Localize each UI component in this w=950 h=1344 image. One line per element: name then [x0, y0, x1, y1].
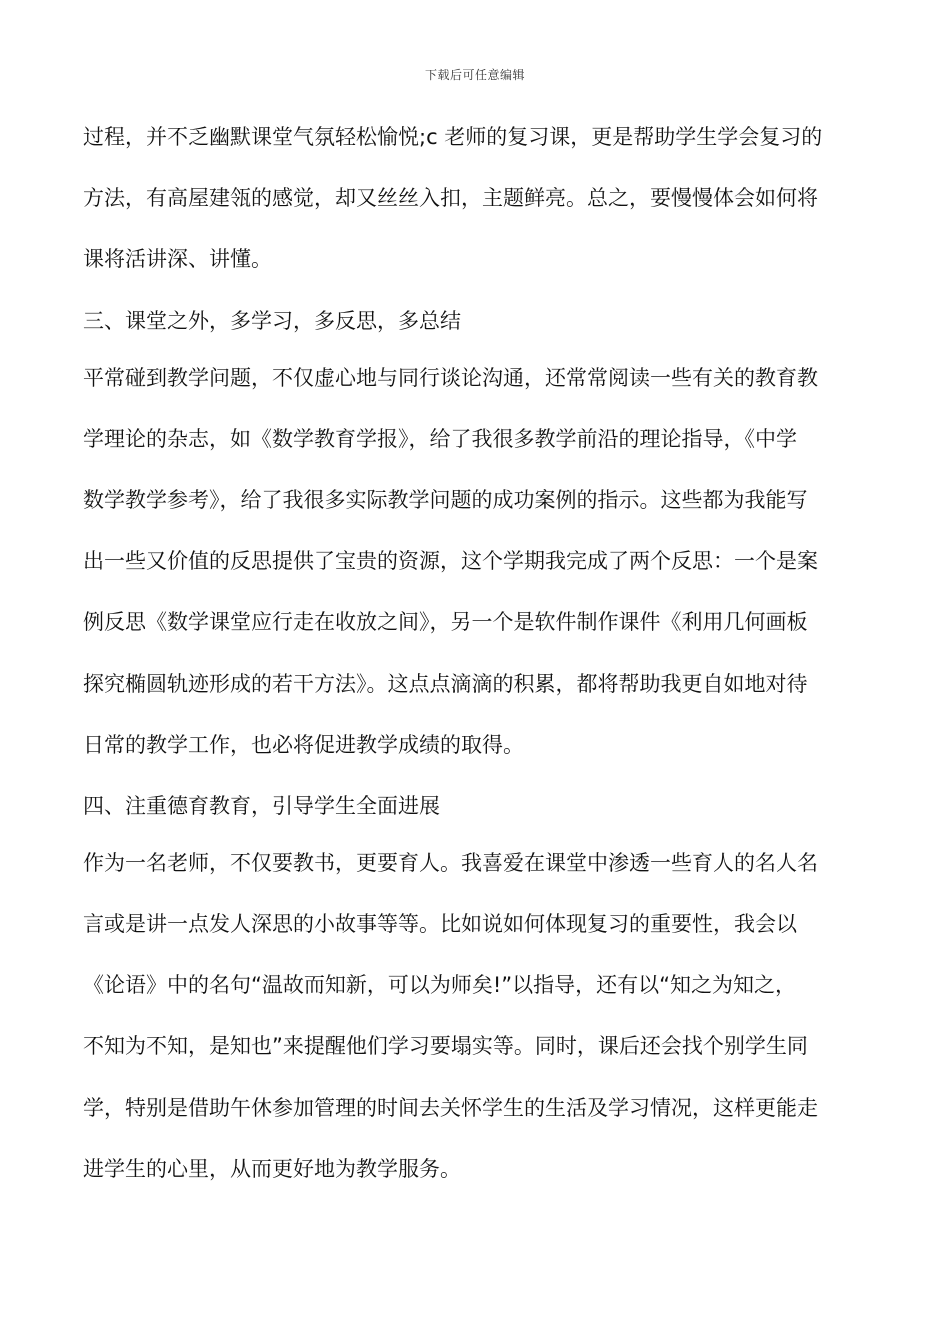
text-line: 日常的教学工作，也必将促进教学成绩的取得。	[83, 732, 524, 757]
text-line: 学理论的杂志，如《数学教育学报》，给了我很多教学前沿的理论指导，《中学	[83, 426, 797, 451]
page-header: 下载后可任意编辑	[424, 68, 525, 82]
text-line: 学，特别是借助午休参加管理的时间去关怀学生的生活及学习情况，这样更能走	[83, 1095, 818, 1120]
text-line: 课将活讲深、讲懂。	[83, 247, 272, 272]
heading-line: 四、注重德育教育，引导学生全面进展	[83, 793, 440, 818]
text-line: 平常碰到教学问题，不仅虚心地与同行谈论沟通，还常常阅读一些有关的教育教	[83, 365, 818, 390]
document-body	[83, 115, 883, 1208]
text-line: 作为一名老师，不仅要教书，更要育人。我喜爱在课堂中渗透一些育人的名人名	[83, 850, 818, 875]
heading-line: 三、课堂之外，多学习，多反思，多总结	[83, 308, 461, 333]
text-line: 数学教学参考》，给了我很多实际教学问题的成功案例的指示。这些都为我能写	[83, 487, 808, 512]
paragraph	[83, 841, 883, 1208]
text-line: 过程，并不乏幽默课堂气氛轻松愉悦;c 老师的复习课，更是帮助学生学会复习的	[83, 125, 823, 149]
text-line: 探究椭圆轨迹形成的若干方法》。这点点滴滴的积累，都将帮助我更自如地对待	[83, 671, 808, 696]
text-line: 《论语》中的名句“温故而知新，可以为师矣!”以指导，还有以“知之为知之，	[83, 973, 797, 998]
paragraph	[83, 115, 883, 299]
text-line: 不知为不知，是知也”来提醒他们学习要塌实等。同时，课后还会找个别学生同	[83, 1034, 808, 1059]
section-heading	[83, 784, 883, 841]
text-line: 进学生的心里，从而更好地为教学服务。	[83, 1156, 461, 1181]
section-heading	[83, 299, 883, 356]
paragraph	[83, 356, 883, 784]
text-line: 言或是讲一点发人深思的小故事等等。比如说如何体现复习的重要性，我会以	[83, 912, 797, 937]
text-line: 方法，有高屋建瓴的感觉，却又丝丝入扣，主题鲜亮。总之，要慢慢体会如何将	[83, 186, 818, 211]
text-line: 出一些又价值的反思提供了宝贵的资源，这个学期我完成了两个反思：一个是案	[83, 549, 818, 574]
text-line: 例反思《数学课堂应行走在收放之间》，另一个是软件制作课件《利用几何画板	[83, 610, 808, 635]
